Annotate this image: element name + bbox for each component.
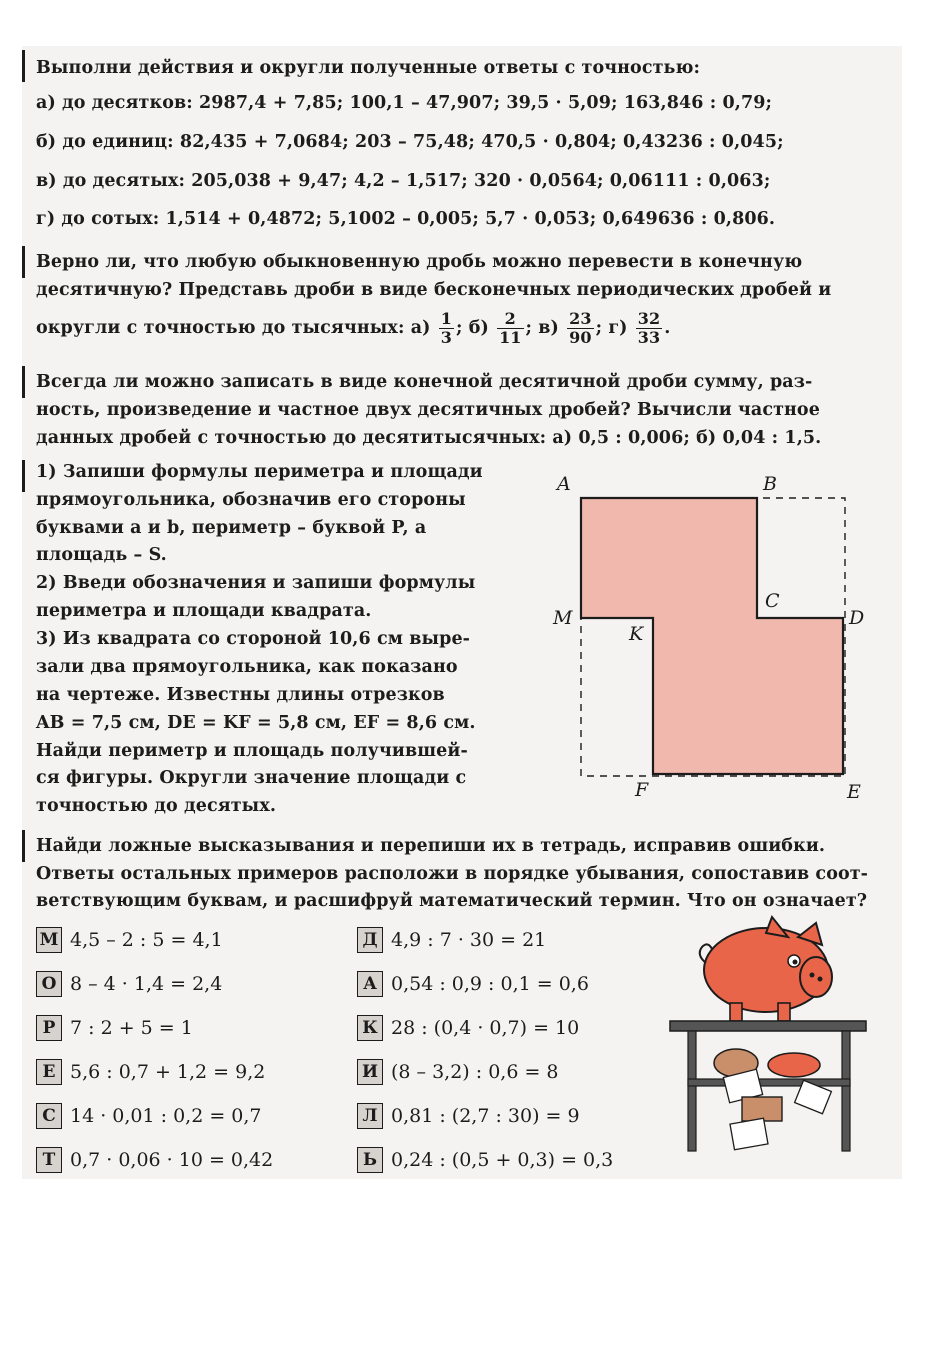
box [742,1097,782,1121]
equation-row [36,927,223,953]
equation-text: 28 : (0,4 · 0,7) = 10 [391,1017,580,1039]
shelf-leg [688,1031,696,1151]
task1-line-b: б) до единиц: 82,435 + 7,0684; 203 – 75,48; 470,5 · 0,804; 0,43236 : 0,045; [36,132,784,152]
task4-line: Найди периметр и площадь получившей- [36,741,468,761]
task2-line3-start: округли с точностью до тысячных: а) [36,318,431,338]
task1-line-a: а) до десятков: 2987,4 + 7,85; 100,1 – 47,907; 39,5 · 5,09; 163,846 : 0,79; [36,93,773,113]
task1-line-c: в) до десятых: 205,038 + 9,47; 4,2 – 1,517; 320 · 0,0564; 0,06111 : 0,063; [36,171,771,191]
task2-line2: десятичную? Представь дроби в виде бесконечных периодических дробей и [36,280,832,300]
equation-row [357,1103,580,1129]
pig-nostril [818,977,823,982]
task5-line1: Найди ложные высказывания и перепиши их в тетрадь, исправив ошибки. [36,836,826,856]
label-B: B [763,473,777,495]
fraction-c [567,310,593,347]
task1-line-d: г) до сотых: 1,514 + 0,4872; 5,1002 – 0,005; 5,7 · 0,053; 0,649636 : 0,806. [36,209,776,229]
pig-leg [778,1003,790,1021]
task4-line: 1) Запиши формулы периметра и площади [36,462,483,482]
shaded-figure [581,498,843,774]
equation-row [357,971,589,997]
task5-line2: Ответы остальных примеров расположи в порядке убывания, сопоставив соот- [36,864,869,884]
task4-line: периметра и площади квадрата. [36,601,372,621]
label-C: C [765,590,780,612]
fraction-numerator: 1 [440,309,452,328]
shelf-top [670,1021,866,1031]
task3-line2: ность, произведение и частное двух десятичных дробей? Вычисли частное [36,400,820,420]
task3-line3: данных дробей с точностью до десятитысячных: а) 0,5 : 0,006; б) 0,04 : 1,5. [36,428,822,448]
task5-marker [22,830,25,862]
label-F: F [635,779,649,801]
pot [768,1053,820,1077]
equation-row [357,1147,613,1173]
fraction-numerator: 23 [569,309,592,328]
equation-row [36,1103,262,1129]
fraction-b [497,310,523,347]
task2-line3-end: . [664,318,671,338]
fraction-a [439,310,454,347]
fraction-denominator: 3 [440,328,452,347]
task4-line: зали два прямоугольника, как показано [36,657,458,677]
letter-box: Л [357,1103,383,1129]
letter-box: Ь [357,1147,383,1173]
task4-line: площадь – S. [36,545,167,565]
task3-marker [22,366,25,398]
geometry-figure [545,470,885,810]
letter-box: И [357,1059,383,1085]
equation-text: 8 – 4 · 1,4 = 2,4 [70,973,223,995]
equation-text: 5,6 : 0,7 + 1,2 = 9,2 [70,1061,266,1083]
equation-text: 0,54 : 0,9 : 0,1 = 0,6 [391,973,589,995]
shelf-middle [688,1079,850,1086]
fraction-label-b: ; б) [455,318,489,338]
equation-text: 7 : 2 + 5 = 1 [70,1017,193,1039]
shelf-leg [842,1031,850,1151]
equation-text: 0,81 : (2,7 : 30) = 9 [391,1105,580,1127]
task4-line: на чертеже. Известны длины отрезков [36,685,445,705]
equation-text: 0,24 : (0,5 + 0,3) = 0,3 [391,1149,614,1171]
task4-line: точностью до десятых. [36,796,277,816]
fraction-denominator: 33 [637,328,661,347]
letter-box: С [36,1103,62,1129]
letter-box: Д [357,927,383,953]
task4-line: ся фигуры. Округли значение площади с [36,768,467,788]
letter-box: А [357,971,383,997]
equation-row [36,1015,193,1041]
fraction-label-c: ; в) [525,318,559,338]
task4-line: AB = 7,5 см, DE = KF = 5,8 см, EF = 8,6 см. [36,713,476,733]
fraction-numerator: 2 [497,310,523,329]
letter-box: О [36,971,62,997]
task2-line1: Верно ли, что любую обыкновенную дробь можно перевести в конечную [36,252,803,272]
pig-pupil [793,960,798,965]
equation-row [357,1059,559,1085]
task2-marker [22,246,25,278]
equation-text: (8 – 3,2) : 0,6 = 8 [391,1061,559,1083]
label-M: M [553,607,573,629]
equation-text: 0,7 · 0,06 · 10 = 0,42 [70,1149,274,1171]
pig-leg [730,1003,742,1021]
fraction-numerator: 32 [637,309,661,328]
task4-marker [22,460,25,492]
equation-text: 14 · 0,01 : 0,2 = 0,7 [70,1105,262,1127]
task4-line: прямоугольника, обозначив его стороны [36,490,466,510]
equation-row [36,1147,273,1173]
equation-text: 4,5 – 2 : 5 = 4,1 [70,929,223,951]
equation-row [357,927,546,953]
fraction-d [636,310,662,347]
letter-box: М [36,927,62,953]
label-E: E [847,781,861,803]
label-D: D [849,607,865,629]
fraction-denominator: 11 [499,328,522,347]
task2-line3 [36,310,670,347]
equation-row [36,971,222,997]
paper-note [730,1118,768,1150]
fraction-label-d: ; г) [595,318,628,338]
piggy-bank-illustration [666,915,876,1165]
task5-line3: ветствующим буквам, и расшифруй математический термин. Что он означает? [36,891,868,911]
label-A: A [557,473,571,495]
task4-line: буквами a и b, периметр – буквой P, а [36,518,427,538]
pig-nostril [810,973,815,978]
letter-box: Т [36,1147,62,1173]
equation-text: 4,9 : 7 · 30 = 21 [391,929,547,951]
task4-line: 2) Введи обозначения и запиши формулы [36,573,476,593]
letter-box: Е [36,1059,62,1085]
pig-snout [800,957,832,997]
equation-row [357,1015,579,1041]
task4-line: 3) Из квадрата со стороной 10,6 см выре- [36,629,471,649]
letter-box: К [357,1015,383,1041]
label-K: K [629,623,644,645]
pig-ear [766,917,788,937]
equation-row [36,1059,265,1085]
fraction-denominator: 90 [569,328,592,347]
task3-line1: Всегда ли можно записать в виде конечной десятичной дроби сумму, раз- [36,372,813,392]
letter-box: Р [36,1015,62,1041]
task1-marker [22,50,25,82]
task1-intro: Выполни действия и округли полученные ответы с точностью: [36,58,701,78]
